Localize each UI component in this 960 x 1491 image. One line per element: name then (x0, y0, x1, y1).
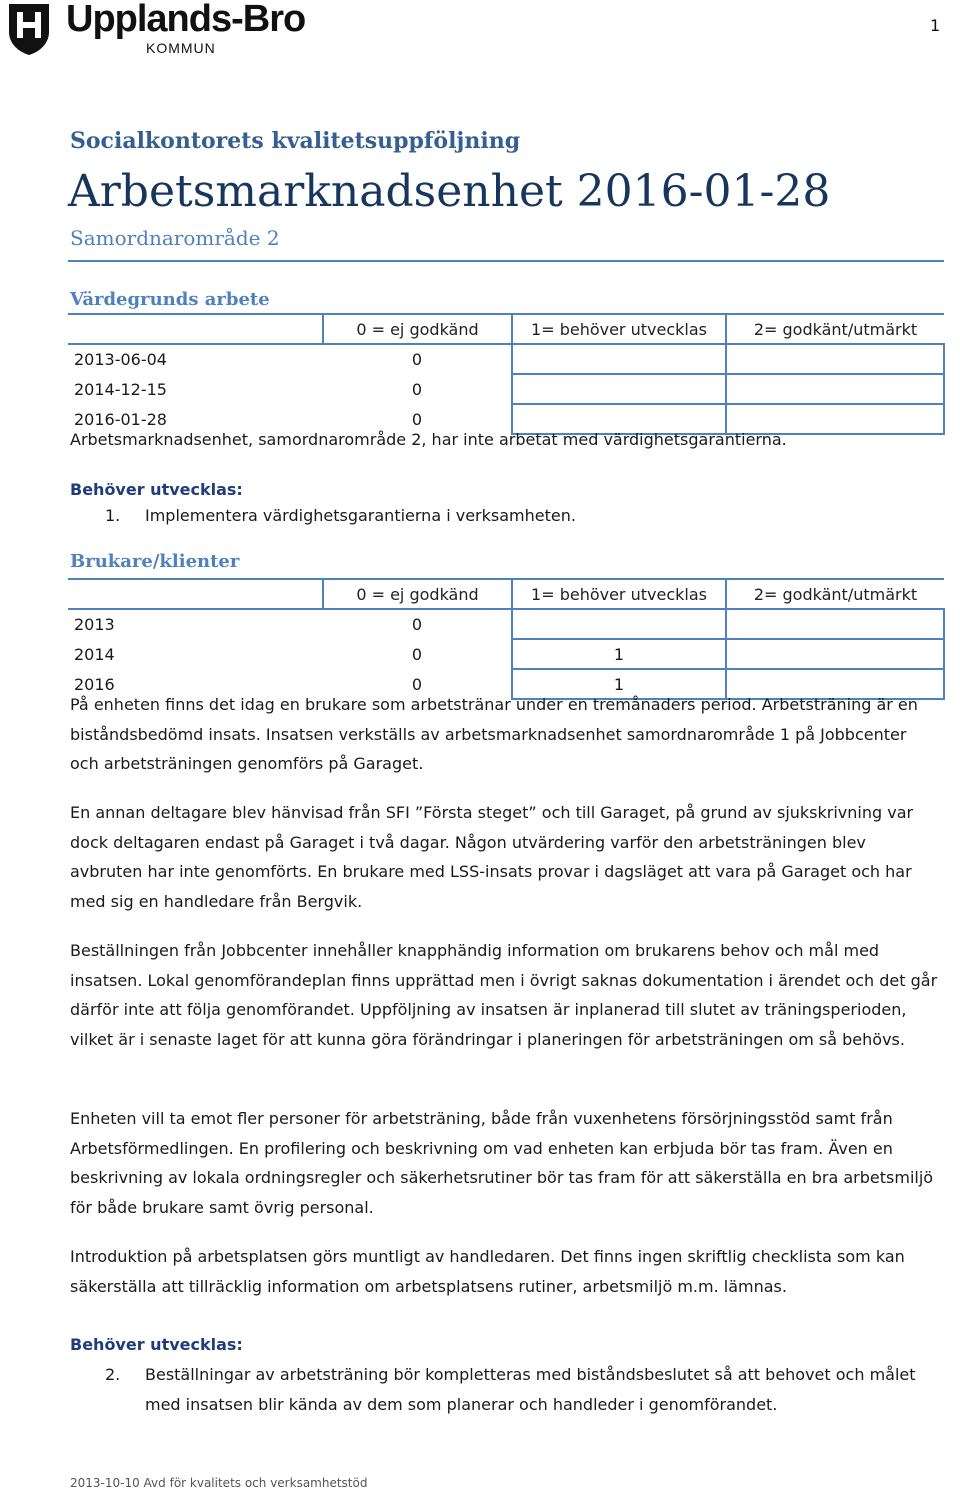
cell-value (726, 609, 944, 639)
cell-value: 1 (512, 669, 726, 699)
list-item-number: 1. (105, 506, 121, 525)
clients-paragraph: En annan deltagare blev hänvisad från SFI ”Första steget” och till Garaget, på grund av sjukskrivning var dock deltagaren endast på Garaget i två dagar. Någon utvärdering varför den arbetsträningen blev avbruten har inte genomförts. En brukare med LSS-insats provar i dagsläget att vara på Garaget och har med sig en handledare från Bergvik. (70, 803, 914, 911)
values-rating-table (68, 313, 945, 435)
cell-value: 0 (323, 669, 512, 699)
cell-value: 0 (323, 639, 512, 669)
values-heading: Värdegrunds arbete (70, 289, 270, 310)
table-header-blank (68, 579, 323, 609)
row-label: 2014 (74, 644, 115, 664)
cell-value (512, 344, 726, 374)
row-label: 2013 (74, 615, 115, 634)
column-header: 1= behöver utvecklas (512, 314, 726, 344)
table-row (68, 344, 944, 374)
logo-sub: KOMMUN (146, 40, 216, 56)
table-row (68, 609, 944, 639)
cell-value: 0 (323, 609, 512, 639)
row-label: 2013-06-04 (74, 350, 167, 369)
cell-value: 0 (323, 344, 512, 374)
logo (6, 2, 326, 62)
values-needs-heading: Behöver utvecklas: (70, 480, 243, 499)
table-row (68, 639, 944, 669)
clients-paragraph: Enheten vill ta emot fler personer för arbetsträning, både från vuxenhetens försörjningsstöd samt från Arbetsförmedlingen. En profilering och beskrivning om vad enheten kan erbjuda bör tas fram. Även en beskrivning av lokala ordningsregler och säkerhetsrutiner bör tas fram för att säkerställa en bra arbetsmiljö för både brukare samt övrig personal. (70, 1109, 934, 1217)
cell-value (512, 374, 726, 404)
logo-brand: Upplands-Bro (66, 0, 306, 40)
cell-value (726, 344, 944, 374)
clients-needs-heading: Behöver utvecklas: (70, 1335, 243, 1354)
column-header: 2= godkänt/utmärkt (726, 579, 944, 609)
row-label: 2016-01-28 (74, 409, 167, 429)
cell-value: 1 (512, 639, 726, 669)
table-header-row (68, 579, 944, 609)
values-summary: Arbetsmarknadsenhet, samordnarområde 2, har inte arbetat med värdighetsgarantierna. (70, 430, 787, 449)
municipal-shield-icon (6, 2, 52, 56)
cell-value: 0 (323, 404, 512, 434)
title-divider (68, 260, 944, 262)
cell-value: 0 (323, 374, 512, 404)
table-row (68, 374, 944, 404)
clients-paragraph: På enheten finns det idag en brukare som arbetstränar under en tremånaders period. Arbetsträning är en biståndsbedömd insats. Insatsen verkställs av arbetsmarknadsenhet samordnarområde 1 på Jobbcenter och arbetsträningen genomförs på Garaget. (70, 695, 918, 774)
clients-paragraph: Beställningen från Jobbcenter innehåller knapphändig information om brukarens behov och mål med insatsen. Lokal genomförandeplan finns upprättad men i övrigt saknas dokumentation i ärendet och det går därför inte att följa genomförandet. Uppföljning av insatsen är inplanerad till slutet av träningsperioden, vilket är i senaste laget för att kunna göra förändringar i planeringen för arbetsträningen om så behövs. (70, 941, 938, 1049)
page-number: 1 (930, 16, 941, 35)
row-label: 2016 (74, 674, 115, 694)
cell-value (512, 609, 726, 639)
column-header: 0 = ej godkänd (323, 314, 512, 344)
row-label: 2014-12-15 (74, 379, 167, 399)
clients-heading: Brukare/klienter (70, 551, 240, 572)
column-header: 1= behöver utvecklas (512, 579, 726, 609)
main-title: Arbetsmarknadsenhet 2016-01-28 (68, 166, 831, 217)
table-header-blank (68, 314, 323, 344)
clients-rating-table (68, 578, 945, 700)
document-title: Socialkontorets kvalitetsuppföljning (70, 128, 521, 154)
table-header-row (68, 314, 944, 344)
list-item-number: 2. (105, 1365, 121, 1384)
cell-value (726, 374, 944, 404)
footer-text: 2013-10-10 Avd för kvalitets och verksamhetstöd (70, 1476, 368, 1490)
cell-value (726, 639, 944, 669)
list-item-text: Beställningar av arbetsträning bör kompletteras med biståndsbeslutet så att behovet och målet med insatsen blir kända av dem som planerar och handleder i genomförandet. (145, 1365, 916, 1414)
subtitle: Samordnarområde 2 (70, 226, 280, 250)
column-header: 2= godkänt/utmärkt (726, 314, 944, 344)
column-header: 0 = ej godkänd (323, 579, 512, 609)
clients-paragraph: Introduktion på arbetsplatsen görs muntligt av handledaren. Det finns ingen skriftlig checklista som kan säkerställa att tillräcklig information om arbetsplatsens rutiner, arbetsmiljö m.m. lämnas. (70, 1247, 905, 1296)
list-item-text: Implementera värdighetsgarantierna i verksamheten. (145, 506, 576, 525)
